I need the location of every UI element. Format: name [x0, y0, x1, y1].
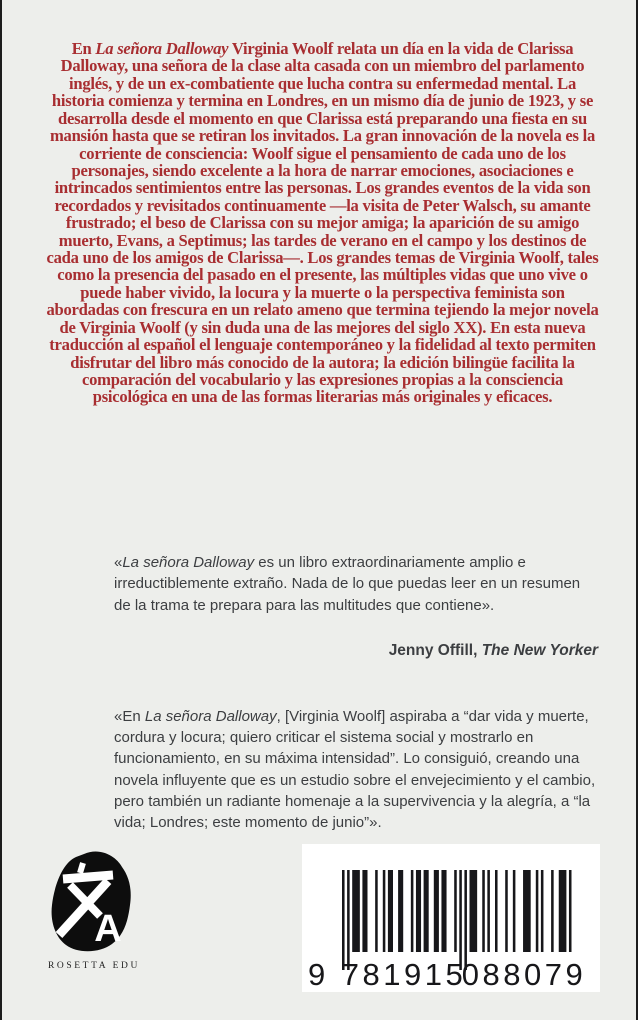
- synopsis-body: Virginia Woolf relata un día en la vida de Clarissa Dalloway, una señora de la clase alta casada con un miembro del parlamento inglés, y de un ex-combatiente que lucha contra su enfermedad mental. La historia comienza y termina en Londres, en un mismo día de junio de 1923, y se desarrolla desde el momento en que Clarissa está preparando una fiesta en su mansión hasta que se retiran los invitados. La gran innovación de la novela es la corriente de consciencia: Woolf sigue el pensamiento de cada uno de los personajes, siendo excelente a la hora de narrar emociones, asociaciones e intrincados sentimientos entre las personas. Los grandes eventos de la vida son recordados y revisitados continuamente —la visita de Peter Walsch, su amante frustrado; el beso de Clarissa con su mejor amiga; la aparición de su amigo muerto, Evans, a Septimus; las tardes de verano en el campo y los destinos de cada uno de los amigos de Clarissa—. Los grandes temas de Virginia Woolf, tales como la presencia del pasado en el presente, las múltiples vidas que uno vive o puede haber vivido, la locura y la muerte o la perspectiva feminista son abordadas con frescura en un relato ameno que termina tejiendo la mejor novela de Virginia Woolf (y sin duda una de las mejores del siglo XX). En esta nueva traducción al español el lenguaje contemporáneo y la fidelidad al texto permiten disfrutar del libro más conocido de la autora; la edición bilingüe facilita la comparación del vocabulario y las expresiones propias a la consciencia psicológica en una de las formas literarias más originales y eficaces.: [46, 39, 599, 407]
- rosetta-edu-label: ROSETTA EDU: [48, 961, 140, 971]
- review-quote-2: [114, 706, 598, 834]
- svg-text:781915: 781915: [341, 957, 467, 992]
- publication-name: The New Yorker: [481, 641, 598, 659]
- book-title-italic: La señora Dalloway: [144, 707, 277, 725]
- quote-prefix: «: [114, 554, 123, 571]
- review-quote-1: [114, 552, 598, 616]
- svg-text:9: 9: [308, 957, 329, 992]
- quote-prefix: «En: [114, 707, 145, 725]
- synopsis-text: [46, 40, 599, 406]
- isbn-barcode: [302, 844, 600, 992]
- book-title-italic: La señora Dalloway: [95, 39, 229, 58]
- synopsis-lead: En: [71, 39, 96, 58]
- logo-letter-a: A: [94, 908, 122, 950]
- reviewer-name: Jenny Offill,: [388, 641, 482, 659]
- publisher-logo: [48, 850, 140, 971]
- review-attribution-1: [114, 640, 598, 662]
- translate-stamp-icon: [48, 850, 136, 952]
- svg-text:088079: 088079: [461, 957, 587, 992]
- book-title-italic: La señora Dalloway: [122, 554, 255, 571]
- barcode-svg: [302, 844, 600, 992]
- quote-text: , [Virginia Woolf] aspiraba a “dar vida y muerte, cordura y locura; quiero criticar el sistema social y mostrarlo en funcionamiento, en su máxima intensidad”. Lo consiguió, creando una novela influyente que es un estudio sobre el envejecimiento y el cambio, pero también un radiante homenaje a la supervivencia y la alegría, a “la vida; Londres; este momento de junio”».: [114, 707, 596, 832]
- quote-text: es un libro extraordinariamente amplio e irreductiblemente extraño. Nada de lo que puedas leer en un resumen de la trama te prepara para las multitudes que contiene».: [114, 554, 581, 614]
